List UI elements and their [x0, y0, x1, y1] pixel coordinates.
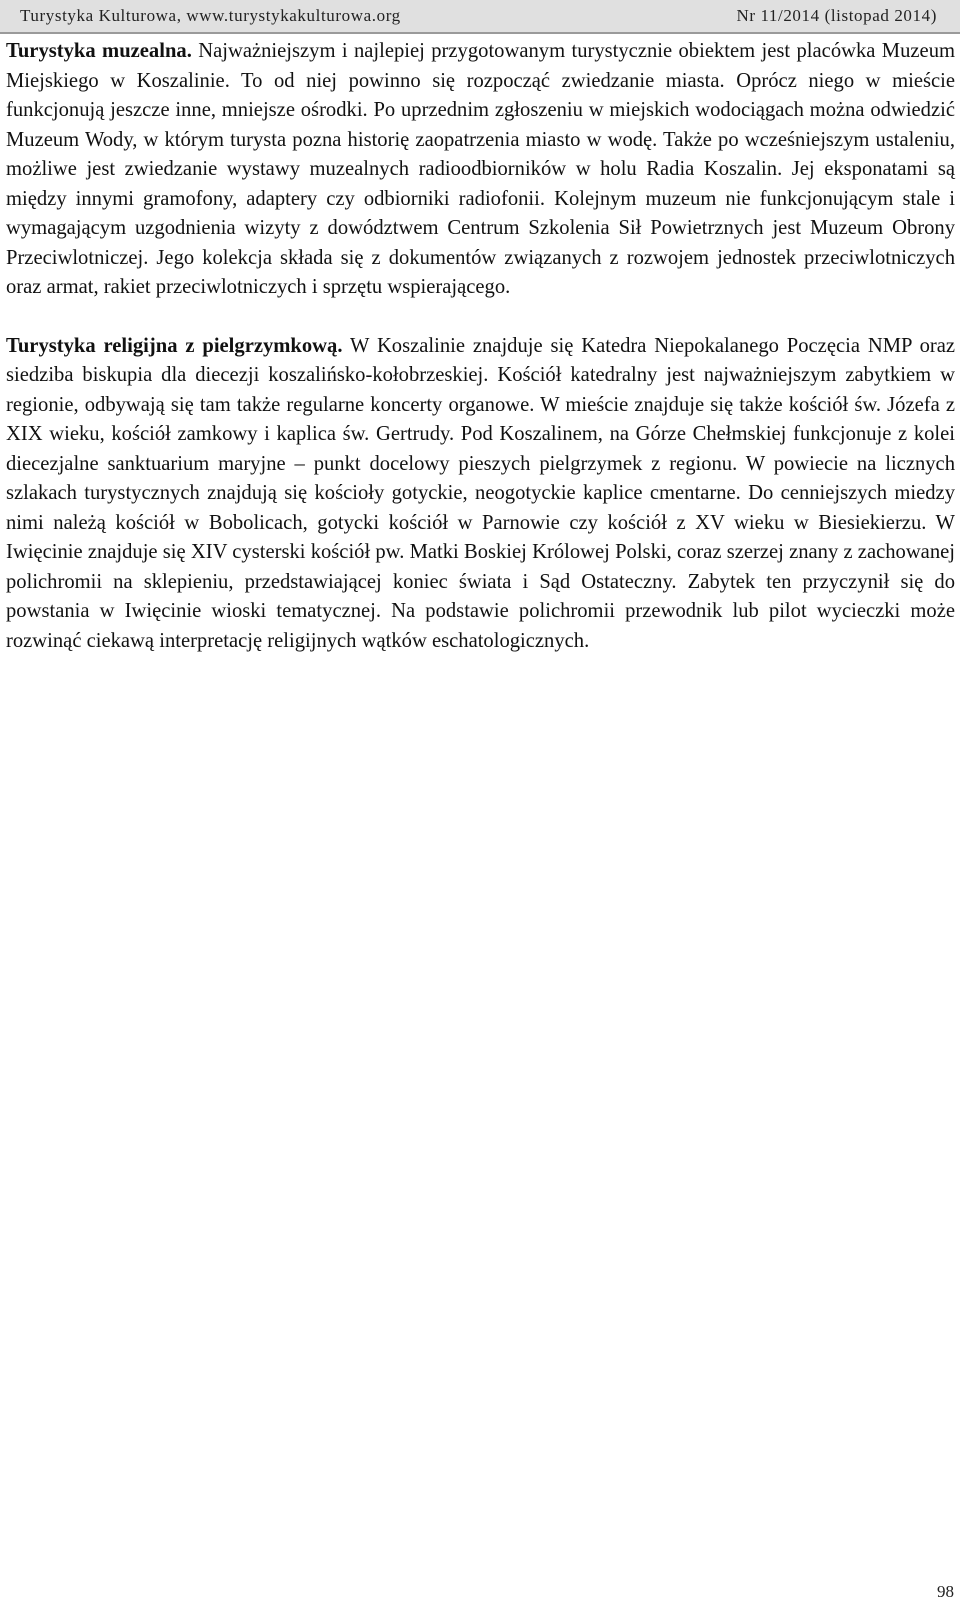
page-number: 98	[937, 1582, 954, 1601]
journal-title: Turystyka Kulturowa, www.turystykakulturowa.org	[20, 6, 401, 25]
section-heading: Turystyka muzealna.	[6, 40, 192, 62]
article-body	[6, 37, 955, 656]
section-heading: Turystyka religijna z pielgrzymkową.	[6, 334, 343, 357]
section-religious-tourism	[6, 332, 955, 657]
issue-info: Nr 11/2014 (listopad 2014)	[736, 6, 937, 25]
section-text: W Koszalinie znajduje się Katedra Niepokalanego Poczęcia NMP oraz siedziba biskupia dla diecezji koszalińsko-kołobrzeskiej. Kościół katedralny jest najważniejszym zabytkiem w regionie, odbywają się tam także regularne koncerty organowe. W mieście znajduje się także kościół św. Józefa z XIX wieku, kościół zamkowy i kaplica św. Gertrudy. Pod Koszalinem, na Górze Chełmskiej funkcjonuje z kolei diecezjalne sanktuarium maryjne – punkt docelowy pieszych pielgrzymek z regionu. W powiecie na licznych szlakach turystycznych znajdują się kościoły gotyckie, neogotyckie kaplice cmentarne. Do cenniejszych miedzy nimi należą kościół w Bobolicach, gotycki kościół w Parnowie czy kościół z XV wieku w Biesiekierzu. W Iwięcinie znajduje się XIV cysterski kościół pw. Matki Boskiej Królowej Polski, coraz szerzej znany z zachowanej polichromii na sklepieniu, przedstawiającej koniec świata i Sąd Ostateczny. Zabytek ten przyczynił się do powstania w Iwięcinie wioski tematycznej. Na podstawie polichromii przewodnik lub pilot wycieczki może rozwinąć ciekawą interpretację religijnych wątków eschatologicznych.	[6, 334, 955, 652]
header-divider	[0, 32, 960, 34]
section-museum-tourism	[6, 37, 955, 303]
section-text: Najważniejszym i najlepiej przygotowanym turystycznie obiektem jest placówka Muzeum Miejskiego w Koszalinie. To od niej powinno się rozpocząć zwiedzanie miasta. Oprócz niego w mieście funkcjonują jeszcze inne, mniejsze ośrodki. Po uprzednim zgłoszeniu w miejskich wodociągach można odwiedzić Muzeum Wody, w którym turysta pozna historię zaopatrzenia miasto w wodę. Także po wcześniejszym ustaleniu, możliwe jest zwiedzanie wystawy muzealnych radioodbiorników w holu Radia Koszalin. Jej eksponatami są między innymi gramofony, adaptery czy odbiorniki radiofonii. Kolejnym muzeum nie funkcjonującym stale i wymagającym uzgodnienia wizyty z dowództwem Centrum Szkolenia Sił Powietrznych jest Muzeum Obrony Przeciwlotniczej. Jego kolekcja składa się z dokumentów związanych z rozwojem jednostek przeciwlotniczych oraz armat, rakiet przeciwlotniczych i sprzętu wspierającego.	[6, 40, 956, 298]
running-header	[0, 0, 960, 32]
